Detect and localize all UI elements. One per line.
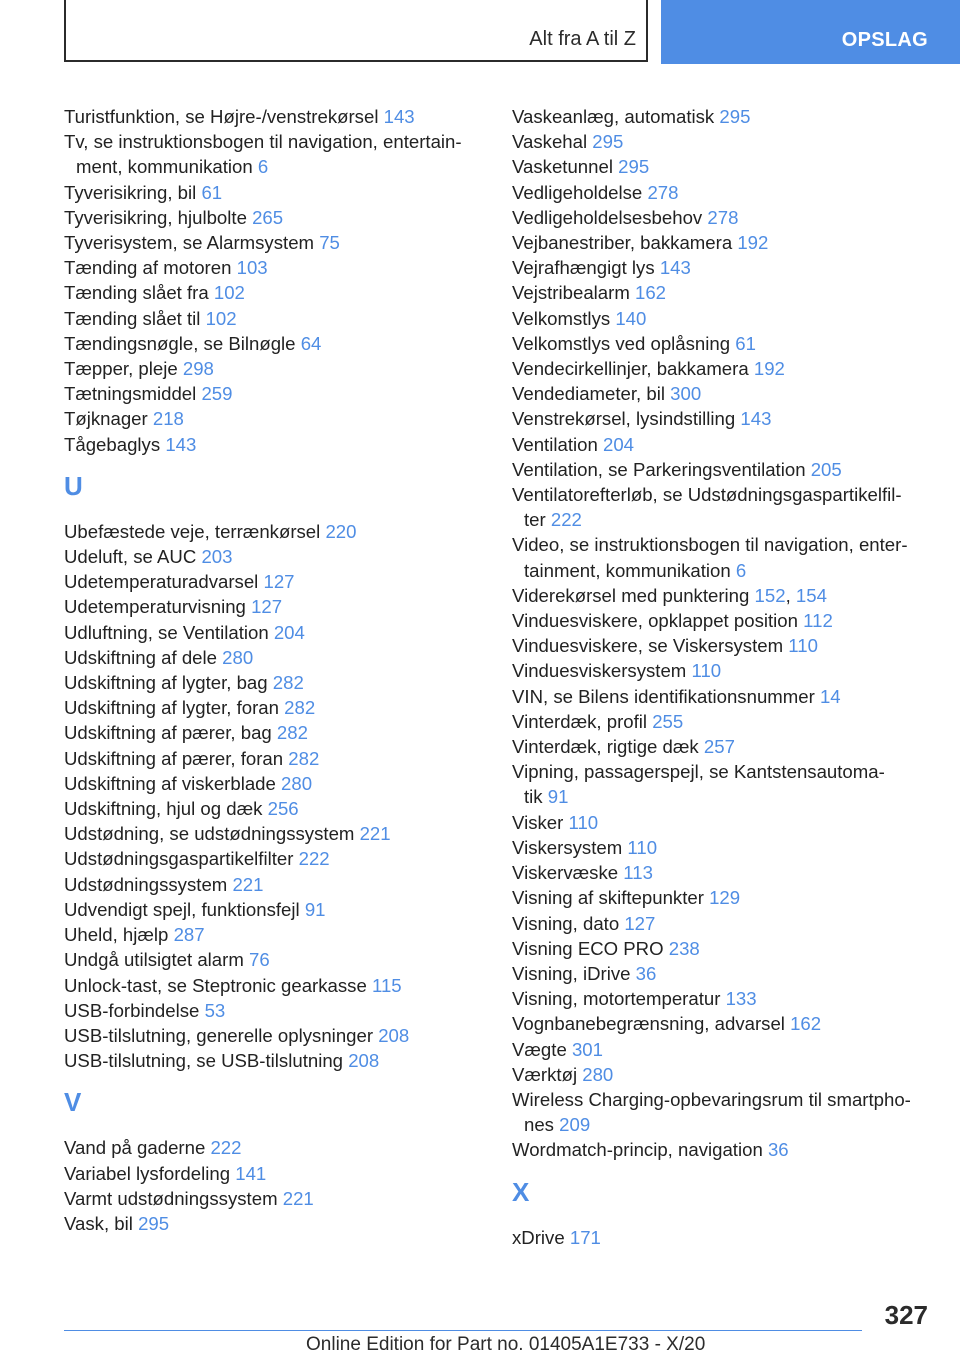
index-entry: Vejbanestriber, bakkamera 192 <box>512 232 769 254</box>
page-reference-link[interactable]: 91 <box>304 898 326 920</box>
page-reference-link[interactable]: 301 <box>571 1038 603 1060</box>
page-reference-link[interactable]: 152 <box>754 584 786 606</box>
index-entry: Vaskeanlæg, automatisk 295 <box>512 106 751 127</box>
index-entry: Unlock-tast, se Steptronic gearkasse 115 <box>64 974 402 996</box>
page-reference-link[interactable]: 204 <box>602 433 635 455</box>
page-reference-link[interactable]: 143 <box>659 257 691 279</box>
index-entry: Vendediameter, bil 300 <box>512 383 702 405</box>
page-reference-link[interactable]: 6 <box>735 559 747 581</box>
page-reference-link[interactable]: 278 <box>647 181 679 203</box>
index-entry: USB-tilslutning, se USB-tilslutning 208 <box>64 1050 380 1072</box>
page-reference-link[interactable]: 127 <box>624 912 656 934</box>
index-entry: Udskiftning af pærer, bag 282 <box>64 722 308 744</box>
page-reference-link[interactable]: 282 <box>284 697 316 719</box>
index-entry: Vinduesviskersystem 110 <box>512 660 722 682</box>
index-tab[interactable] <box>661 0 960 64</box>
index-entry: Udskiftning, hjul og dæk 256 <box>64 798 299 820</box>
page-reference-link[interactable]: 221 <box>359 823 391 845</box>
page-reference-link[interactable]: 133 <box>725 988 757 1010</box>
index-entry: Variabel lysfordeling 141 <box>64 1162 267 1184</box>
index-entry: Vaskehal 295 <box>512 131 624 153</box>
page-reference-link[interactable]: 61 <box>735 332 756 354</box>
page-reference-link[interactable]: 208 <box>348 1050 380 1072</box>
index-entry: xDrive 171 <box>512 1226 601 1248</box>
index-entry: Udeluft, se AUC 203 <box>64 546 233 568</box>
page-reference-link[interactable]: 222 <box>550 509 582 531</box>
page-reference-link[interactable]: 102 <box>213 282 245 304</box>
page-reference-link[interactable]: 192 <box>753 358 785 380</box>
page-reference-link[interactable]: 141 <box>235 1162 267 1184</box>
index-entry: Tyverisikring, bil 61 <box>64 181 223 203</box>
index-entry: Ventilatorefterløb, se Udstødningsgaspartikelfil‐ ter 222 <box>512 484 902 531</box>
page-reference-link[interactable]: 298 <box>182 358 214 380</box>
index-letter-heading: U <box>64 470 83 501</box>
page-reference-link[interactable]: 295 <box>138 1212 170 1234</box>
page-reference-link[interactable]: 255 <box>652 710 684 732</box>
index-entry: Uheld, hjælp 287 <box>64 924 205 946</box>
page-reference-link[interactable]: 278 <box>707 206 739 228</box>
page-reference-link[interactable]: 102 <box>205 307 237 329</box>
page-reference-link[interactable]: 204 <box>273 621 305 643</box>
index-entry: Vasketunnel 295 <box>512 156 650 178</box>
page-reference-link[interactable]: 115 <box>371 974 402 996</box>
index-entry: Velkomstlys ved oplåsning 61 <box>512 332 756 354</box>
page-reference-link[interactable]: 140 <box>615 307 647 329</box>
page-reference-link[interactable]: 143 <box>383 106 415 127</box>
page-reference-link[interactable]: 295 <box>592 131 624 153</box>
page-number: 327 <box>884 1300 928 1330</box>
index-entry: Vedligeholdelse 278 <box>512 181 679 203</box>
index-letter-heading: V <box>64 1087 82 1118</box>
index-entry: Venstrekørsel, lysindstilling 143 <box>512 408 772 430</box>
index-entry: Tågebaglys 143 <box>64 433 197 455</box>
page-reference-link[interactable]: 110 <box>627 836 658 858</box>
page-reference-link[interactable]: 295 <box>719 106 751 127</box>
index-entry: Varmt udstødningssystem 221 <box>64 1187 314 1209</box>
page-reference-link[interactable]: 205 <box>810 458 842 480</box>
index-entry: Viderekørsel med punktering 152, 154 <box>512 584 827 606</box>
index-entry: Vipning, passagerspejl, se Kantstensautoma‐ tik 91 <box>512 761 885 808</box>
index-entry: Udskiftning af pærer, foran 282 <box>64 747 320 769</box>
index-entry: Visning af skiftepunkter 129 <box>512 887 741 909</box>
index-entry: Wireless Charging-opbevaringsrum til smartpho‐ nes 209 <box>512 1088 911 1136</box>
page-reference-link[interactable]: 112 <box>803 610 833 632</box>
index-entry: Vægte 301 <box>512 1038 603 1060</box>
index-entry: Video, se instruktionsbogen til navigation, enter‐ tainment, kommunikation 6 <box>512 534 908 581</box>
index-tab-label: OPSLAG <box>841 29 928 51</box>
page-reference-link[interactable]: 75 <box>319 232 340 254</box>
page-reference-link[interactable]: 221 <box>232 873 264 895</box>
index-entry: Tænding af motoren 103 <box>64 257 268 279</box>
index-entry: Vinterdæk, rigtige dæk 257 <box>512 736 735 758</box>
index-entry: Værktøj 280 <box>512 1063 614 1085</box>
index-entry: Ventilation 204 <box>512 433 635 455</box>
index-entry: Udstødning, se udstødningssystem 221 <box>64 823 391 845</box>
index-entry: Udstødningsgaspartikelfilter 222 <box>64 848 330 870</box>
page-reference-link[interactable]: 76 <box>249 949 270 971</box>
page-reference-link[interactable]: 129 <box>709 887 741 909</box>
index-entry: Vognbanebegrænsning, advarsel 162 <box>512 1013 822 1035</box>
page-reference-link[interactable]: 280 <box>222 646 254 668</box>
index-entry: Vand på gaderne 222 <box>64 1137 242 1159</box>
index-entry: Vask, bil 295 <box>64 1212 170 1234</box>
page-reference-link[interactable]: 265 <box>252 206 284 228</box>
page-reference-link[interactable]: 192 <box>737 232 769 254</box>
page-reference-link[interactable]: 154 <box>795 584 827 606</box>
page-reference-link[interactable]: 61 <box>201 181 223 203</box>
page-reference-link[interactable]: 110 <box>568 811 599 833</box>
index-entry: Wordmatch-princip, navigation 36 <box>512 1139 789 1161</box>
page-reference-link[interactable]: 53 <box>204 999 226 1021</box>
index-entry: Visning, dato 127 <box>512 912 656 934</box>
page-reference-link[interactable]: 91 <box>547 786 569 808</box>
index-entry: Udvendigt spejl, funktionsfejl 91 <box>64 898 326 920</box>
index-entry: Visning, iDrive 36 <box>512 962 657 984</box>
index-entry: Udskiftning af lygter, bag 282 <box>64 672 304 694</box>
page-reference-link[interactable]: 280 <box>582 1063 614 1085</box>
page-reference-link[interactable]: 127 <box>263 571 295 593</box>
index-entry: Udetemperaturadvarsel 127 <box>64 571 295 593</box>
index-entry: Velkomstlys 140 <box>512 307 647 329</box>
page-reference-link[interactable]: 282 <box>272 672 304 694</box>
index-entry: Vedligeholdelsesbehov 278 <box>512 206 739 228</box>
page-reference-link[interactable]: 36 <box>767 1139 789 1161</box>
index-entry: Udetemperaturvisning 127 <box>64 596 283 618</box>
index-entry: Vendecirkellinjer, bakkamera 192 <box>512 358 785 380</box>
index-entry: Visning ECO PRO 238 <box>512 937 700 959</box>
page-reference-link[interactable]: 222 <box>298 848 330 870</box>
index-column-left <box>64 104 484 1236</box>
index-entry: Udskiftning af lygter, foran 282 <box>64 697 316 719</box>
page-reference-link[interactable]: 257 <box>703 736 735 758</box>
index-entry: Vejrafhængigt lys 143 <box>512 257 691 279</box>
index-entry: Vejstribealarm 162 <box>512 282 667 304</box>
index-entry: Udskiftning af viskerblade 280 <box>64 772 313 794</box>
page-reference-link[interactable]: 221 <box>282 1187 314 1209</box>
page-reference-link[interactable]: 103 <box>236 257 268 279</box>
index-entry: Visker 110 <box>512 811 599 833</box>
page-reference-link[interactable]: 14 <box>819 685 841 707</box>
index-entry: Ventilation, se Parkeringsventilation 205 <box>512 458 842 480</box>
index-entry: Tv, se instruktionsbogen til navigation, entertain‐ ment, kommunikation 6 <box>64 131 462 178</box>
index-entry: Vinduesviskere, se Viskersystem 110 <box>512 635 818 657</box>
index-entry: Tænding slået fra 102 <box>64 282 245 304</box>
index-entry: Tæpper, pleje 298 <box>64 358 214 380</box>
page-reference-link[interactable]: 6 <box>257 156 269 178</box>
index-entry: Viskersystem 110 <box>512 836 658 858</box>
section-title: Alt fra A til Z <box>529 28 636 50</box>
index-entry: Turistfunktion, se Højre-/venstrekørsel 143 <box>64 106 415 127</box>
footer-edition-text: Online Edition for Part no. 01405A1E733 - X/20 <box>306 1334 706 1355</box>
page-reference-link[interactable]: 280 <box>281 772 313 794</box>
page-reference-link[interactable]: 300 <box>670 383 702 405</box>
index-entry: Tænding slået til 102 <box>64 307 237 329</box>
page-reference-link[interactable]: 287 <box>173 924 205 946</box>
index-entry: Viskervæske 113 <box>512 862 653 884</box>
page-reference-link[interactable]: 127 <box>251 596 283 618</box>
page-reference-link[interactable]: 162 <box>790 1013 822 1035</box>
index-entry: Undgå utilsigtet alarm 76 <box>64 949 270 971</box>
page-reference-link[interactable]: 113 <box>623 862 653 884</box>
page-reference-link[interactable]: 209 <box>559 1114 591 1136</box>
index-column-right <box>512 104 932 1250</box>
page-reference-link[interactable]: 222 <box>210 1137 242 1159</box>
page-reference-link[interactable]: 203 <box>201 546 233 568</box>
index-entry: Udluftning, se Ventilation 204 <box>64 621 305 643</box>
page-reference-link[interactable]: 36 <box>635 962 657 984</box>
page-reference-link[interactable]: 143 <box>165 433 197 455</box>
page-reference-link[interactable]: 110 <box>788 635 818 657</box>
index-entry: USB-tilslutning, generelle oplysninger 208 <box>64 1024 410 1046</box>
index-entry: Tændingsnøgle, se Bilnøgle 64 <box>64 332 322 354</box>
index-entry: Tøjknager 218 <box>64 408 184 430</box>
index-entry: Tætningsmiddel 259 <box>64 383 233 405</box>
page-reference-link[interactable]: 282 <box>288 747 320 769</box>
index-entry: Vinduesviskere, opklappet position 112 <box>512 610 833 632</box>
index-entry: Tyverisystem, se Alarmsystem 75 <box>64 232 340 254</box>
page-reference-link[interactable]: 171 <box>569 1226 601 1248</box>
page-reference-link[interactable]: 218 <box>152 408 184 430</box>
footer-divider <box>64 1330 862 1331</box>
page-reference-link[interactable]: 238 <box>668 937 700 959</box>
page-reference-link[interactable]: 220 <box>325 520 357 542</box>
page-reference-link[interactable]: 143 <box>740 408 772 430</box>
page-reference-link[interactable]: 282 <box>276 722 308 744</box>
index-letter-heading: X <box>512 1176 530 1207</box>
page-reference-link[interactable]: 162 <box>634 282 667 304</box>
index-entry: Tyverisikring, hjulbolte 265 <box>64 206 284 228</box>
index-entry: Visning, motortemperatur 133 <box>512 988 757 1010</box>
page-reference-link[interactable]: 295 <box>618 156 650 178</box>
section-header <box>64 0 648 62</box>
index-entry: USB-forbindelse 53 <box>64 999 226 1021</box>
index-entry: Vinterdæk, profil 255 <box>512 710 684 732</box>
index-entry: Ubefæstede veje, terrænkørsel 220 <box>64 520 357 542</box>
index-entry: Udskiftning af dele 280 <box>64 646 254 668</box>
index-entry: Udstødningssystem 221 <box>64 873 264 895</box>
page-reference-link[interactable]: 259 <box>201 383 233 405</box>
index-entry: VIN, se Bilens identifikationsnummer 14 <box>512 685 841 707</box>
page-reference-link[interactable]: 208 <box>378 1024 410 1046</box>
page-reference-link[interactable]: 256 <box>267 798 299 820</box>
page-reference-link[interactable]: 110 <box>691 660 722 682</box>
page-reference-link[interactable]: 64 <box>300 332 322 354</box>
